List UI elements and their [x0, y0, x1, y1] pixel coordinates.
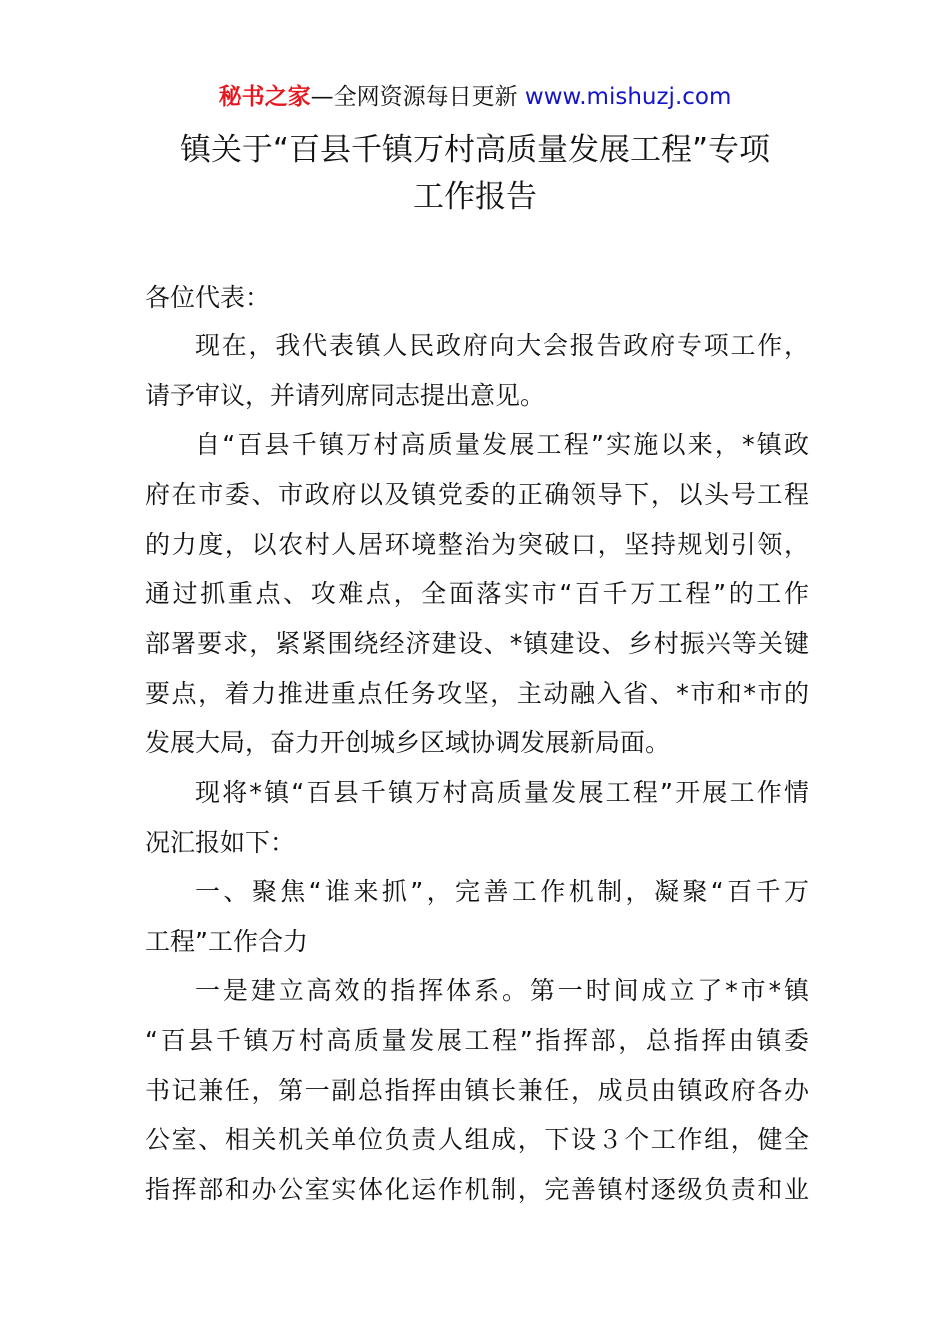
paragraph-line: 请予审议，并请列席同志提出意见。: [145, 381, 546, 410]
site-url-link[interactable]: www.mishuzj.com: [524, 84, 732, 110]
paragraph-line: 况汇报如下：: [145, 828, 296, 857]
document-title-line-1: 镇关于“百县千镇万村高质量发展工程”专项: [179, 132, 771, 168]
paragraph-line: 书记兼任，第一副总指挥由镇长兼任，成员由镇政府各办: [145, 1076, 809, 1105]
paragraph-line: 通过抓重点、攻难点，全面落实市“百千万工程”的工作: [145, 579, 809, 608]
paragraph-line: 自“百县千镇万村高质量发展工程”实施以来，*镇政: [195, 430, 809, 459]
paragraph-line: 公室、相关机关单位负责人组成，下设３个工作组，健全: [145, 1125, 809, 1154]
header-tagline: —全网资源每日更新: [310, 84, 518, 110]
paragraph-line: 的力度，以农村人居环境整治为突破口，坚持规划引领，: [145, 530, 809, 559]
section-heading-line-2: 工程”工作合力: [145, 927, 308, 956]
paragraph-line: “百县千镇万村高质量发展工程”指挥部，总指挥由镇委: [145, 1026, 809, 1055]
site-header: [0, 80, 950, 114]
paragraph-line: 府在市委、市政府以及镇党委的正确领导下，以头号工程: [145, 480, 809, 509]
paragraph-line: 现在，我代表镇人民政府向大会报告政府专项工作，: [195, 331, 809, 360]
section-heading-line-1: 一、聚焦“谁来抓”，完善工作机制，凝聚“百千万: [195, 877, 809, 906]
salutation: 各位代表：: [145, 283, 271, 312]
paragraph-line: 指挥部和办公室实体化运作机制，完善镇村逐级负责和业: [145, 1175, 809, 1204]
brand-name: 秘书之家: [218, 84, 311, 110]
paragraph-line: 部署要求，紧紧围绕经济建设、*镇建设、乡村振兴等关键: [145, 629, 809, 658]
paragraph-line: 要点，着力推进重点任务攻坚，主动融入省、*市和*市的: [145, 679, 809, 708]
paragraph-line: 发展大局，奋力开创城乡区域协调发展新局面。: [145, 728, 671, 757]
paragraph-line: 现将*镇“百县千镇万村高质量发展工程”开展工作情: [195, 778, 809, 807]
paragraph-line: 一是建立高效的指挥体系。第一时间成立了*市*镇: [195, 976, 809, 1005]
document-title-line-2: 工作报告: [413, 179, 537, 215]
